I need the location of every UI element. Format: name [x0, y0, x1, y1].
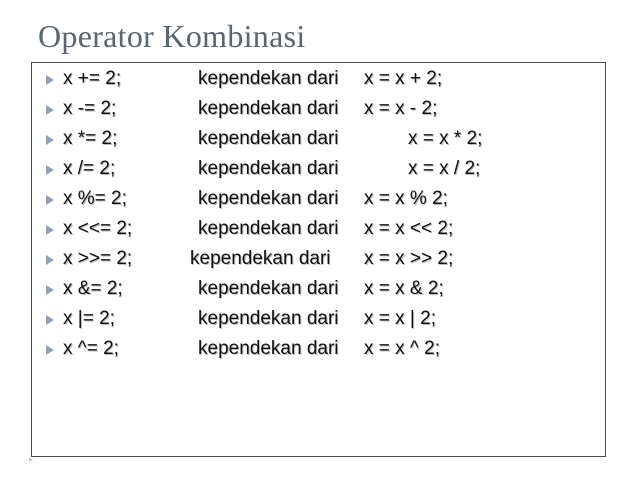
bullet-arrow-icon	[46, 75, 54, 85]
equivalent-expression: x = x - 2;	[364, 98, 438, 119]
operator-expression: x -= 2;	[63, 98, 117, 119]
corner-mark-icon: ▸	[29, 455, 34, 464]
bullet-arrow-icon	[46, 105, 54, 115]
operator-expression: x += 2;	[63, 68, 122, 89]
description-text: kependekan dari	[198, 98, 339, 119]
operator-expression: x >>= 2;	[63, 248, 133, 269]
operator-expression: x |= 2;	[63, 308, 115, 329]
operator-expression: x *= 2;	[63, 128, 118, 149]
bullet-arrow-icon	[46, 285, 54, 295]
equivalent-expression: x = x % 2;	[364, 188, 448, 209]
equivalent-expression: x = x >> 2;	[364, 248, 454, 269]
bullet-arrow-icon	[46, 345, 54, 355]
description-text: kependekan dari	[198, 338, 339, 359]
equivalent-expression: x = x & 2;	[364, 278, 444, 299]
description-text: kependekan dari	[198, 278, 339, 299]
equivalent-expression: x = x << 2;	[364, 218, 454, 239]
operator-expression: x <<= 2;	[63, 218, 133, 239]
description-text: kependekan dari	[198, 158, 339, 179]
description-text: kependekan dari	[198, 188, 339, 209]
bullet-arrow-icon	[46, 135, 54, 145]
operator-expression: x /= 2;	[63, 158, 116, 179]
operator-expression: x %= 2;	[63, 188, 127, 209]
bullet-arrow-icon	[46, 315, 54, 325]
operator-expression: x &= 2;	[63, 278, 123, 299]
equivalent-expression: x = x | 2;	[364, 308, 436, 329]
bullet-arrow-icon	[46, 165, 54, 175]
bullet-arrow-icon	[46, 255, 54, 265]
description-text: kependekan dari	[190, 248, 331, 269]
operator-expression: x ^= 2;	[63, 338, 119, 359]
description-text: kependekan dari	[198, 68, 339, 89]
slide-title: Operator Kombinasi	[38, 18, 306, 54]
equivalent-expression: x = x * 2;	[408, 128, 483, 149]
bullet-arrow-icon	[46, 195, 54, 205]
equivalent-expression: x = x ^ 2;	[364, 338, 440, 359]
equivalent-expression: x = x / 2;	[408, 158, 481, 179]
bullet-arrow-icon	[46, 225, 54, 235]
description-text: kependekan dari	[198, 218, 339, 239]
description-text: kependekan dari	[198, 128, 339, 149]
description-text: kependekan dari	[198, 308, 339, 329]
equivalent-expression: x = x + 2;	[364, 68, 443, 89]
